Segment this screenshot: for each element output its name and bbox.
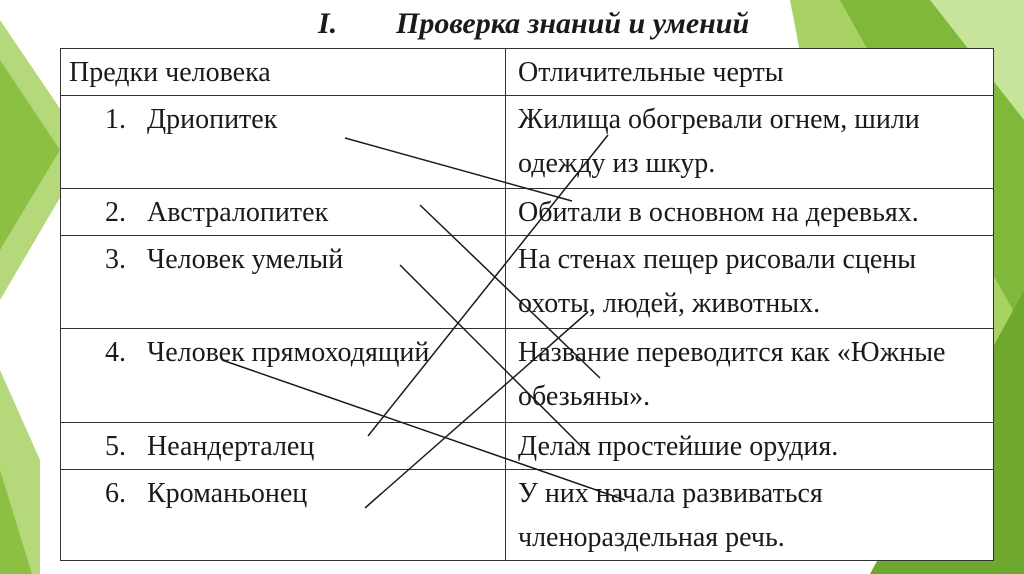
- item-number: 1.: [105, 104, 126, 135]
- ancestor-item: [61, 472, 505, 516]
- trait-cell: На стенах пещер рисовали сцены охоты, людей, животных.: [506, 236, 994, 329]
- ancestor-item: [61, 425, 505, 469]
- table-row: [61, 423, 994, 470]
- header-ancestors: Предки человека: [61, 49, 506, 96]
- item-number: 4.: [105, 337, 126, 368]
- ancestor-name: Австралопитек: [147, 197, 329, 228]
- item-number: 2.: [105, 197, 126, 228]
- trait-cell: Название переводится как «Южные обезьяны».: [506, 329, 994, 423]
- matching-table: [60, 48, 994, 561]
- trait-cell: Жилища обогревали огнем, шили одежду из шкур.: [506, 96, 994, 189]
- trait-cell: Обитали в основном на деревьях.: [506, 189, 994, 236]
- item-number: 5.: [105, 431, 126, 462]
- ancestor-name: Человек умелый: [147, 244, 344, 275]
- table-row: [61, 236, 994, 329]
- ancestor-item: [61, 98, 505, 142]
- title-text: Проверка знаний и умений: [396, 7, 750, 40]
- ancestor-item: [61, 191, 505, 235]
- table-row: [61, 470, 994, 561]
- ancestor-item: [61, 331, 505, 375]
- ancestor-name: Кроманьонец: [147, 478, 308, 509]
- table-row: [61, 96, 994, 189]
- table-row: [61, 189, 994, 236]
- trait-cell: Делал простейшие орудия.: [506, 423, 994, 470]
- item-number: 6.: [105, 478, 126, 509]
- title-number: I.: [318, 7, 338, 40]
- table-header-row: [61, 49, 994, 96]
- ancestor-name: Неандерталец: [147, 431, 315, 462]
- table-row: [61, 329, 994, 423]
- header-traits: Отличительные черты: [506, 49, 994, 96]
- ancestor-name: Дриопитек: [147, 104, 278, 135]
- ancestor-name: Человек прямоходящий: [147, 337, 430, 368]
- item-number: 3.: [105, 244, 126, 275]
- ancestor-item: [61, 238, 505, 282]
- trait-cell: У них начала развиваться членораздельная речь.: [506, 470, 994, 561]
- page-title: [318, 4, 838, 44]
